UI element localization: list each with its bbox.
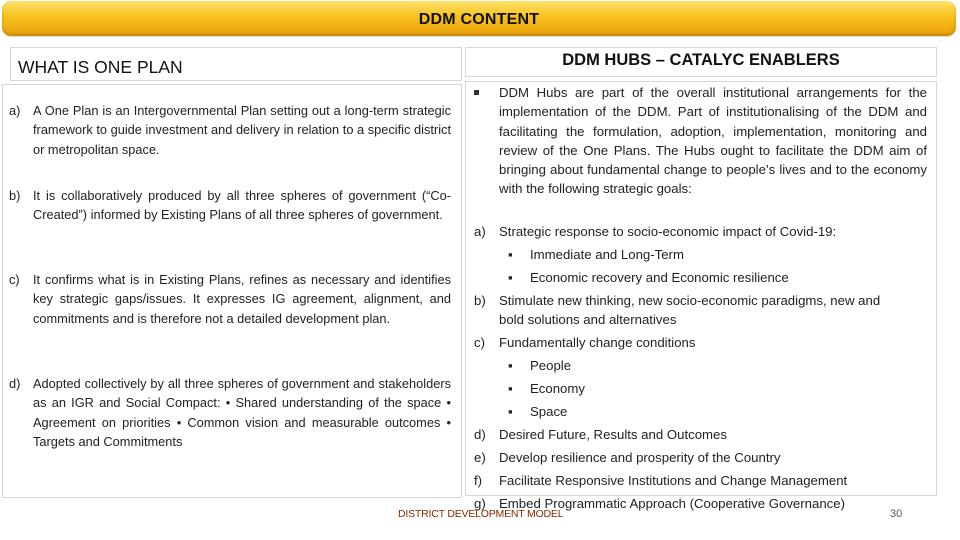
goal-text: Develop resilience and prosperity of the Country xyxy=(499,450,781,465)
sub-goal-text: Immediate and Long-Term xyxy=(530,247,684,262)
goal-label: a) xyxy=(474,224,486,239)
sub-goal-text: People xyxy=(530,358,572,373)
square-bullet-icon xyxy=(474,90,479,95)
sub-goal-text: Economic recovery and Economic resilience xyxy=(530,270,789,285)
one-plan-item xyxy=(9,186,451,225)
item-text: It is collaboratively produced by all three spheres of government (“Co-Created”) informed by Existing Plans of all three spheres of government. xyxy=(33,188,451,223)
goal-text-continued: bold solutions and alternatives xyxy=(499,312,677,327)
goal-label: b) xyxy=(474,293,486,308)
goal-text: Desired Future, Results and Outcomes xyxy=(499,427,727,442)
title-banner xyxy=(2,1,956,36)
item-text: Adopted collectively by all three spheres of government and stakeholders as an IGR and Social Compact: • Shared understanding of the space • Agreement on priorities • Common vision and measurable outcomes • Targets and Commitments xyxy=(33,376,451,449)
item-label: a) xyxy=(9,103,21,118)
goal-text: Fundamentally change conditions xyxy=(499,335,696,350)
item-label: b) xyxy=(9,188,21,203)
item-text: It confirms what is in Existing Plans, refines as necessary and identifies key strategic gaps/issues. It expresses IG agreement, alignment, and commitments and is therefore not a detailed development plan. xyxy=(33,272,451,326)
goal-text: Strategic response to socio-economic impact of Covid-19: xyxy=(499,224,837,239)
sub-goal-text: Space xyxy=(530,404,568,419)
ddm-hubs-heading-box xyxy=(465,47,937,77)
goal-label: f) xyxy=(474,473,483,488)
square-bullet-icon: ▪ xyxy=(508,381,513,396)
page-number: 30 xyxy=(890,508,903,520)
one-plan-heading: WHAT IS ONE PLAN xyxy=(18,57,183,77)
one-plan-item xyxy=(9,374,451,451)
square-bullet-icon: ▪ xyxy=(508,270,513,285)
one-plan-item xyxy=(9,101,451,159)
banner-title: DDM CONTENT xyxy=(418,11,540,28)
goal-label: g) xyxy=(474,496,486,511)
square-bullet-icon: ▪ xyxy=(508,247,513,262)
item-text: A One Plan is an Intergovernmental Plan setting out a long-term strategic framework to guide investment and delivery in relation to a specific district or metropolitan space. xyxy=(33,103,451,157)
square-bullet-icon: ▪ xyxy=(508,404,513,419)
goal-label: c) xyxy=(474,335,485,350)
one-plan-heading-box xyxy=(10,47,462,81)
footer-model-name: DISTRICT DEVELOPMENT MODEL xyxy=(398,508,564,520)
square-bullet-icon: ▪ xyxy=(508,358,513,373)
goal-label: e) xyxy=(474,450,486,465)
goal-text: Embed Programmatic Approach (Cooperative Governance) xyxy=(499,496,845,511)
goal-text: Facilitate Responsive Institutions and Change Management xyxy=(499,473,848,488)
ddm-hubs-heading: DDM HUBS – CATALYC ENABLERS xyxy=(562,51,840,69)
item-label: d) xyxy=(9,376,21,391)
goal-label: d) xyxy=(474,427,486,442)
goal-text: Stimulate new thinking, new socio-economic paradigms, new and xyxy=(499,293,881,308)
sub-goal-text: Economy xyxy=(530,381,585,396)
item-label: c) xyxy=(9,272,20,287)
ddm-hubs-intro: DDM Hubs are part of the overall institutional arrangements for the implementation of the DDM. Part of institutionalising of the DDM and facilitating the formulation, adoption, implementation, monitoring and review of the One Plans. The Hubs ought to facilitate the DDM aim of bringing about fundamental change to people’s lives and to the economy with the following strategic goals: xyxy=(499,85,927,197)
one-plan-item xyxy=(9,270,451,328)
